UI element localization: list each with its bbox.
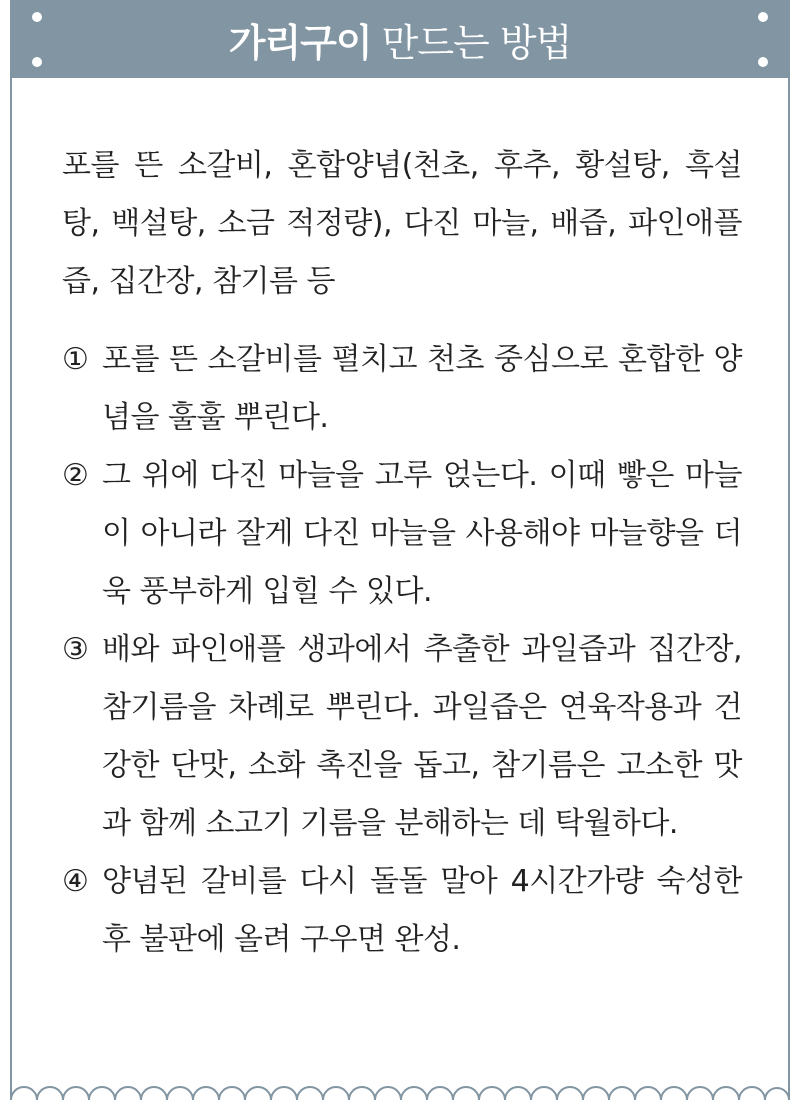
step-number: ③: [62, 632, 89, 667]
step-item: [62, 331, 742, 447]
scalloped-bottom-edge: [10, 1070, 790, 1110]
step-text: 배와 파인애플 생과에서 추출한 과일즙과 집간장, 참기름을 차례로 뿌린다. 과일즙은 연육작용과 건강한 단맛, 소화 촉진을 돕고, 참기름은 고소한 맛과 함께 소고기 기름을 분해하는 데 탁월하다.: [102, 632, 742, 841]
step-text: 그 위에 다진 마늘을 고루 얹는다. 이때 빻은 마늘이 아니라 잘게 다진 마늘을 사용해야 마늘향을 더욱 풍부하게 입힐 수 있다.: [102, 458, 742, 609]
page-title: [229, 12, 571, 67]
step-number: ②: [62, 458, 89, 493]
decorative-dot: [32, 12, 42, 22]
frame-border-right: [788, 78, 790, 1082]
decorative-dot: [758, 12, 768, 22]
decorative-dot: [32, 57, 42, 67]
step-item: [62, 447, 742, 621]
title-rest: 만드는 방법: [381, 20, 572, 65]
step-text: 포를 뜬 소갈비를 펼치고 천초 중심으로 혼합한 양념을 훌훌 뿌린다.: [102, 342, 742, 435]
decorative-dot: [758, 57, 768, 67]
recipe-content: [62, 137, 742, 969]
step-number: ④: [62, 864, 89, 899]
title-bold: 가리구이: [228, 20, 372, 65]
step-item: [62, 621, 742, 853]
scallop-path: [11, 1070, 789, 1100]
ingredients-text: 포를 뜬 소갈비, 혼합양념(천초, 후추, 황설탕, 흑설탕, 백설탕, 소금 적정량), 다진 마늘, 배즙, 파인애플즙, 집간장, 참기름 등: [62, 148, 742, 299]
step-item: [62, 853, 742, 969]
header-bar: [10, 0, 790, 78]
step-number: ①: [62, 342, 89, 377]
frame-border-left: [10, 78, 12, 1082]
step-text: 양념된 갈비를 다시 돌돌 말아 4시간가량 숙성한 후 불판에 올려 구우면 완성.: [102, 864, 742, 957]
